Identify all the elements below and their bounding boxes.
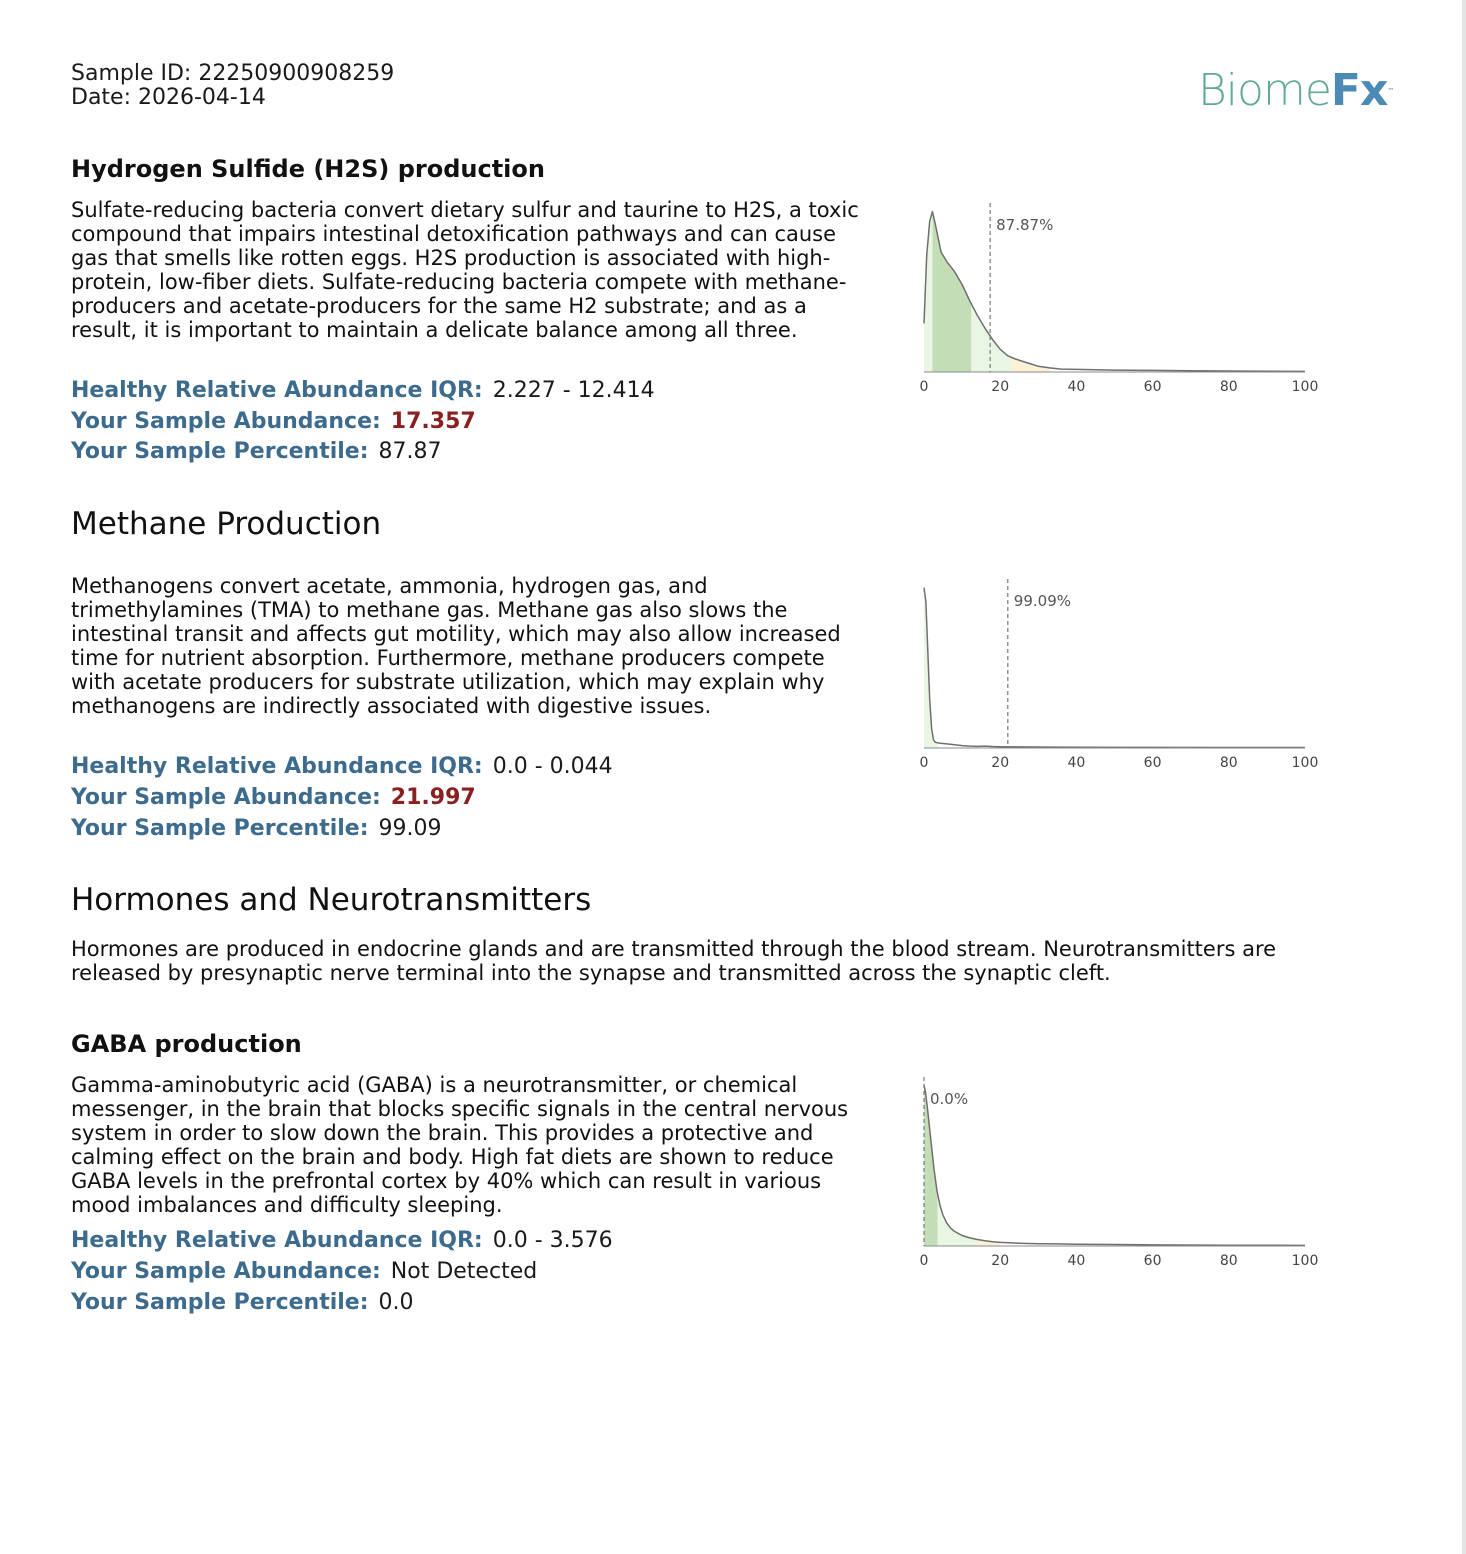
percentile-label: Your Sample Percentile: bbox=[71, 1290, 369, 1315]
x-tick-label: 20 bbox=[991, 379, 1010, 395]
methane-iqr-row bbox=[71, 752, 613, 782]
sample-meta bbox=[71, 62, 394, 110]
x-tick-label: 80 bbox=[1219, 379, 1238, 395]
abundance-label: Your Sample Abundance: bbox=[71, 409, 381, 434]
sample-id: Sample ID: 22250900908259 bbox=[71, 61, 395, 86]
h2s-percentile-row bbox=[71, 437, 442, 467]
h2s-chart-svg bbox=[900, 200, 1340, 400]
gaba-abundance-value: Not Detected bbox=[390, 1259, 538, 1284]
gaba-description: Gamma-aminobutyric acid (GABA) is a neurotransmitter, or chemical messenger, in the brain that blocks specific signals in the central nervous system in order to slow down the brain. This provides a protective and calming effect on the brain and body. High fat diets are shown to reduce GABA levels in the prefrontal cortex by 40% which can result in various mood imbalances and difficulty sleeping. bbox=[71, 1073, 849, 1217]
x-tick-label: 100 bbox=[1291, 1253, 1319, 1269]
x-tick-label: 40 bbox=[1067, 755, 1086, 771]
brand-logo bbox=[1198, 66, 1393, 116]
methane-percentile-value: 99.09 bbox=[378, 816, 442, 841]
x-tick-label: 80 bbox=[1219, 1253, 1238, 1269]
gaba-distribution-chart bbox=[900, 1074, 1340, 1274]
h2s-percentile-value: 87.87 bbox=[378, 439, 442, 464]
x-tick-label: 100 bbox=[1291, 755, 1319, 771]
hormones-description: Hormones are produced in endocrine glands and are transmitted through the blood stream. Neurotransmitters are released by presynaptic nerve terminal into the synapse and transmitted across the synaptic cleft. bbox=[71, 937, 1277, 985]
gaba-percentile-row bbox=[71, 1288, 414, 1318]
percentile-marker-label: 87.87% bbox=[996, 216, 1054, 234]
hormones-title: Hormones and Neurotransmitters bbox=[71, 882, 592, 918]
x-tick-label: 20 bbox=[991, 755, 1010, 771]
methane-abundance-row bbox=[71, 783, 476, 813]
x-tick-label: 60 bbox=[1143, 755, 1162, 771]
logo-biome: Biome bbox=[1198, 65, 1331, 116]
methane-chart-svg bbox=[900, 576, 1340, 776]
x-tick-label: 100 bbox=[1291, 379, 1319, 395]
percentile-marker-label: 99.09% bbox=[1013, 592, 1072, 610]
h2s-iqr-row bbox=[71, 376, 655, 406]
h2s-abundance-row bbox=[71, 407, 476, 437]
sample-date: Date: 2026-04-14 bbox=[71, 85, 266, 110]
h2s-iqr-value: 2.227 - 12.414 bbox=[492, 378, 655, 403]
methane-percentile-row bbox=[71, 814, 442, 844]
x-tick-label: 60 bbox=[1143, 1253, 1162, 1269]
percentile-label: Your Sample Percentile: bbox=[71, 439, 369, 464]
x-tick-label: 40 bbox=[1067, 379, 1086, 395]
methane-iqr-value: 0.0 - 0.044 bbox=[492, 754, 613, 779]
gaba-iqr-row bbox=[71, 1226, 613, 1256]
h2s-distribution-chart bbox=[900, 200, 1340, 400]
range-band-0 bbox=[924, 1086, 938, 1246]
iqr-label: Healthy Relative Abundance IQR: bbox=[71, 754, 483, 779]
x-tick-label: 0 bbox=[919, 1253, 929, 1269]
iqr-label: Healthy Relative Abundance IQR: bbox=[71, 1228, 483, 1253]
x-tick-label: 40 bbox=[1067, 1253, 1086, 1269]
density-curve bbox=[924, 1086, 1305, 1246]
methane-distribution-chart bbox=[900, 576, 1340, 776]
gaba-percentile-value: 0.0 bbox=[378, 1290, 414, 1315]
abundance-label: Your Sample Abundance: bbox=[71, 1259, 381, 1284]
x-tick-label: 60 bbox=[1143, 379, 1162, 395]
gaba-title: GABA production bbox=[71, 1030, 302, 1058]
x-tick-label: 80 bbox=[1219, 755, 1238, 771]
abundance-label: Your Sample Abundance: bbox=[71, 785, 381, 810]
gaba-iqr-value: 0.0 - 3.576 bbox=[492, 1228, 613, 1253]
h2s-title: Hydrogen Sulfide (H2S) production bbox=[71, 155, 545, 183]
logo-trademark: ™ bbox=[1387, 87, 1394, 95]
x-tick-label: 20 bbox=[991, 1253, 1010, 1269]
gaba-chart-svg bbox=[900, 1074, 1340, 1274]
percentile-marker-label: 0.0% bbox=[930, 1090, 969, 1108]
page-edge bbox=[1462, 0, 1466, 1554]
methane-description: Methanogens convert acetate, ammonia, hydrogen gas, and trimethylamines (TMA) to methane gas. Methane gas also slows the intestinal transit and affects gut motility, which may also allow increased time for nutrient absorption. Furthermore, methane producers compete with acetate producers for substrate utilization, which may explain why methanogens are indirectly associated with digestive issues. bbox=[71, 574, 841, 718]
x-tick-label: 0 bbox=[919, 379, 929, 395]
gaba-abundance-row bbox=[71, 1257, 537, 1287]
h2s-description: Sulfate-reducing bacteria convert dietary sulfur and taurine to H2S, a toxic compound that impairs intestinal detoxification pathways and can cause gas that smells like rotten eggs. H2S production is associated with high-protein, low-fiber diets. Sulfate-reducing bacteria compete with methane-producers and acetate-producers for the same H2 substrate; and as a result, it is important to maintain a delicate balance among all three. bbox=[71, 198, 859, 342]
logo-fx: Fx bbox=[1330, 65, 1388, 116]
methane-abundance-value: 21.997 bbox=[390, 785, 476, 810]
methane-title: Methane Production bbox=[71, 506, 382, 542]
h2s-abundance-value: 17.357 bbox=[390, 409, 476, 434]
x-tick-label: 0 bbox=[919, 755, 929, 771]
iqr-label: Healthy Relative Abundance IQR: bbox=[71, 378, 483, 403]
density-curve bbox=[924, 588, 1305, 748]
percentile-label: Your Sample Percentile: bbox=[71, 816, 369, 841]
